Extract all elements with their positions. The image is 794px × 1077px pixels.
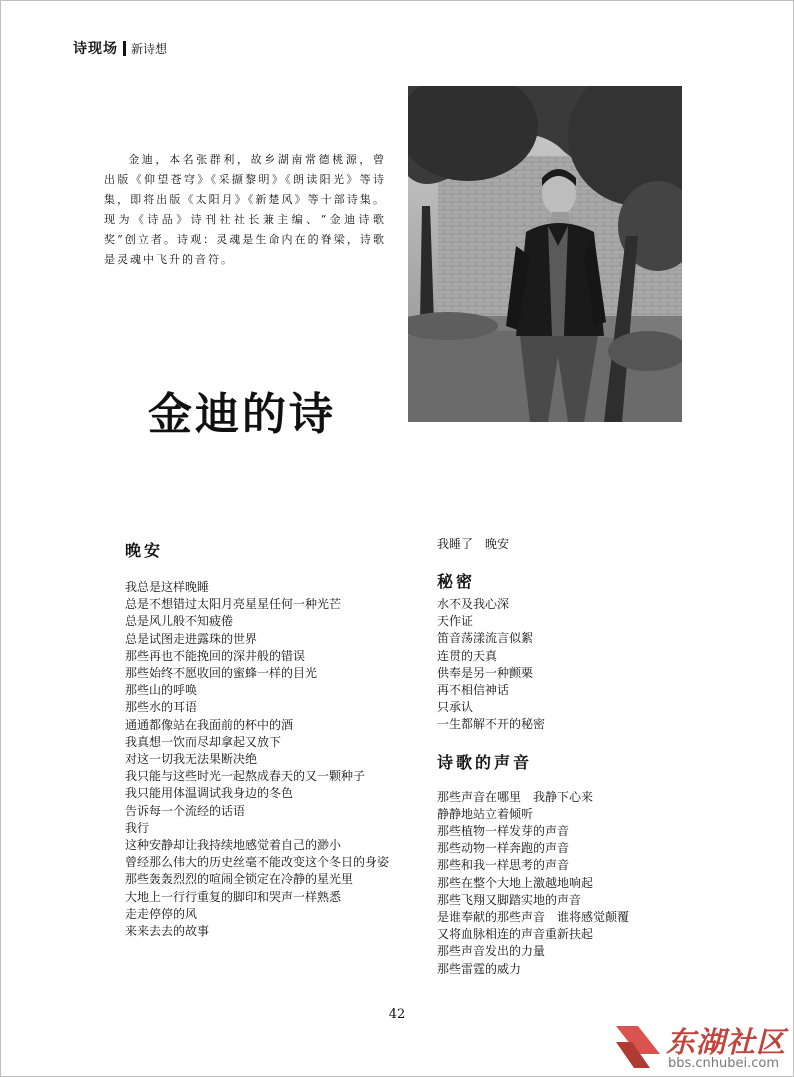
poem-line: 那些再也不能挽回的深井般的错误 [125, 648, 306, 663]
poem-line: 那些水的耳语 [125, 700, 198, 715]
page-header [73, 38, 167, 58]
author-photo-image [408, 86, 682, 422]
poem-line: 一生都解不开的秘密 [437, 717, 546, 732]
page-number: 42 [388, 1007, 406, 1022]
poem-line: 这种安静却让我持续地感觉着自己的渺小 [125, 838, 342, 853]
poem-line: 那些声音在哪里 我静下心来 [437, 789, 594, 804]
poem-line: 那些和我一样思考的声音 [437, 858, 570, 873]
poem-line: 连贯的天真 [437, 648, 498, 663]
poem-shige-lines [437, 789, 687, 978]
poem-line: 那些始终不愿收回的蜜蜂一样的目光 [125, 666, 318, 681]
poem-line: 曾经那么伟大的历史丝毫不能改变这个冬日的身姿 [125, 855, 390, 870]
poem-wanan-ending: 我睡了 晚安 [437, 537, 510, 551]
poem-line: 那些山的呼唤 [125, 683, 198, 698]
poem-title-shige: 诗歌的声音 [437, 752, 533, 772]
header-section: 诗现场 [73, 41, 118, 57]
poem-line: 总是风儿般不知疲倦 [125, 614, 234, 629]
poem-line: 我只能用体温调试我身边的冬色 [125, 786, 294, 801]
right-column [437, 536, 687, 978]
poem-line: 总是不想错过太阳月亮星星任何一种光芒 [125, 597, 342, 612]
header-divider [123, 41, 126, 56]
poem-line: 通通都像站在我面前的杯中的酒 [125, 717, 294, 732]
poem-line: 对这一切我无法果断决绝 [125, 752, 258, 767]
poem-line: 水不及我心深 [437, 597, 510, 611]
header-subsection: 新诗想 [131, 41, 168, 56]
poem-line: 笛音荡漾流言似絮 [437, 631, 534, 646]
author-photo [408, 86, 682, 422]
left-column [125, 538, 395, 940]
poem-line: 我真想一饮而尽却拿起又放下 [125, 734, 282, 749]
poem-line: 再不相信神话 [437, 683, 510, 698]
author-bio: 金迪，本名张群利，故乡湖南常德桃源，曾出版《仰望苍穹》《采撷黎明》《朗读阳光》等诗集，即将出版《太阳月》《新楚风》等十部诗集。现为《诗品》诗刊社社长兼主编、“金迪诗歌奖”创立者。诗观：灵魂是生命内在的脊梁，诗歌是灵魂中飞升的音符。 [104, 153, 386, 266]
poem-line: 那些雷霆的威力 [437, 961, 522, 976]
poem-line: 那些轰轰烈烈的喧闹全锁定在冷静的星光里 [125, 872, 354, 887]
poem-line: 又将血脉相连的声音重新扶起 [437, 927, 594, 942]
watermark-logo-icon [612, 1020, 664, 1072]
poem-wanan-lines [125, 579, 395, 940]
poem-line: 那些动物一样奔跑的声音 [437, 841, 570, 856]
poem-line: 那些声音发出的力量 [437, 944, 546, 959]
poem-line: 天作证 [437, 614, 474, 629]
site-watermark [612, 1018, 787, 1074]
poem-line: 告诉每一个流经的话语 [125, 803, 246, 818]
watermark-url: bbs.cnhubei.com [668, 1056, 780, 1071]
poem-line: 静静地站立着倾听 [437, 806, 534, 821]
poem-line: 只承认 [437, 700, 474, 715]
poem-line: 那些在整个大地上激越地响起 [437, 875, 594, 890]
poem-mimi-lines [437, 596, 687, 734]
poem-line: 我总是这样晚睡 [125, 580, 210, 594]
poem-line: 我只能与这些时光一起熬成春天的又一颗种子 [125, 769, 366, 784]
poem-line: 来来去去的故事 [125, 924, 210, 939]
poem-line: 那些飞翔又脚踏实地的声音 [437, 892, 582, 907]
watermark-logo-text: 东湖社区 [666, 1025, 787, 1059]
poem-title-wanan: 晚安 [125, 541, 164, 560]
page-title: 金迪的诗 [148, 389, 336, 440]
poem-line: 总是试图走进露珠的世界 [125, 631, 258, 646]
poem-line: 走走停停的风 [125, 906, 198, 921]
poem-line: 那些植物一样发芽的声音 [437, 824, 570, 839]
poem-line: 是谁奉献的那些声音 谁将感觉颠覆 [437, 910, 630, 925]
poem-title-mimi: 秘密 [437, 572, 476, 591]
poem-line: 我行 [125, 820, 150, 835]
poem-line: 供奉是另一种颤栗 [437, 665, 534, 680]
poem-line: 大地上一行行重复的脚印和哭声一样熟悉 [125, 889, 342, 904]
